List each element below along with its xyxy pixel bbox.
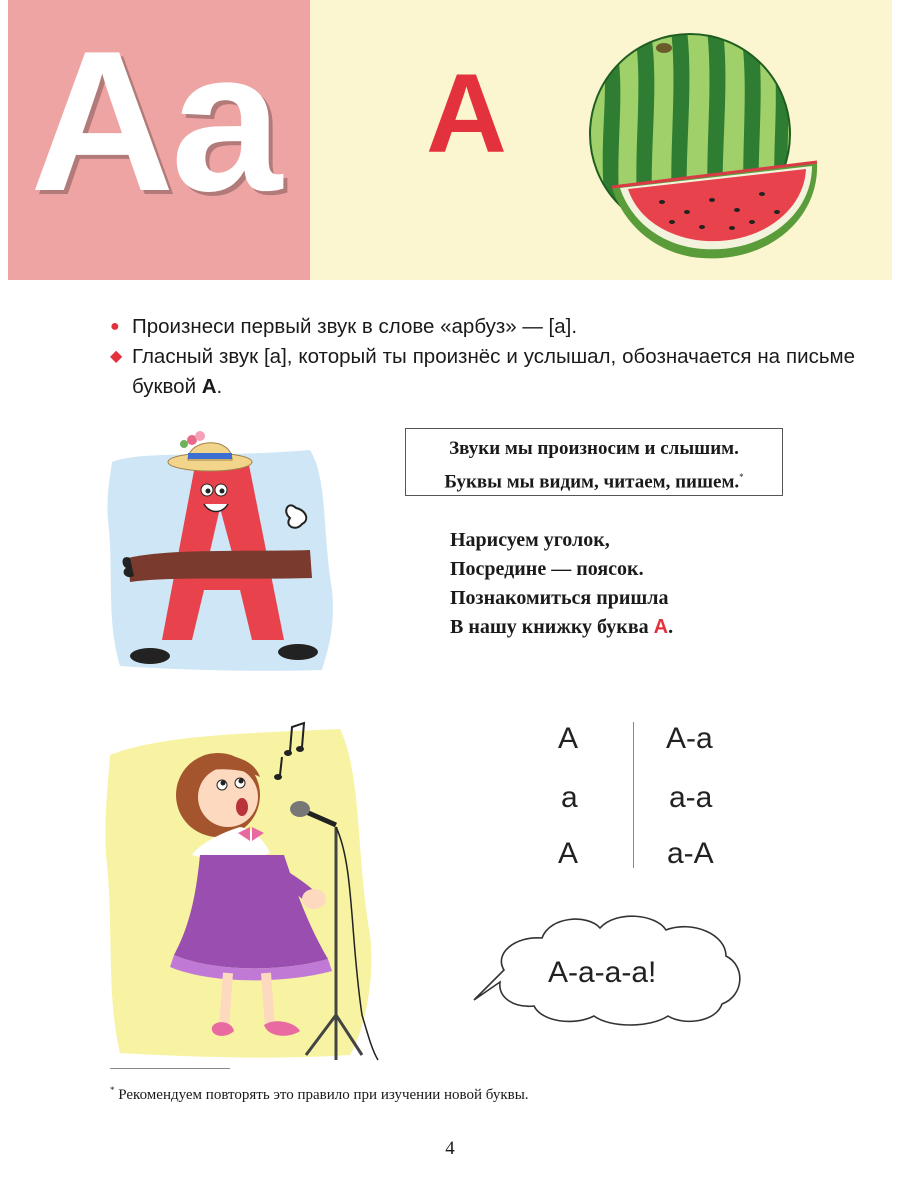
poem-line-3: Познакомиться пришла [450,587,669,609]
rule-end: . [216,375,223,398]
speech-bubble-text: А-а-а-а! [548,956,657,989]
poem-line-4-text: В нашу книжку буква [450,616,654,638]
header-letter: А [426,51,507,176]
footnote-mark: * [739,472,744,482]
poem-line-4 [450,613,673,642]
box-line-1: Звуки мы произносим и слышим. [449,438,739,459]
syllable-divider [633,722,634,868]
list-item [110,342,855,402]
rule-text: Произнеси первый звук в слове «арбуз» — [а]. [132,315,578,338]
syllable-right-3: а-А [667,837,714,870]
rule-list [110,312,855,402]
footnote [110,1080,529,1105]
syllable-right-1: А-а [666,722,713,755]
letter-a-character-illustration [100,420,340,675]
footnote-mark: * [110,1085,115,1095]
poem-red-letter: А [653,616,669,638]
rule-bold-letter: А [201,375,217,398]
syllable-right-2: а-а [669,781,713,814]
syllable-left-1: А [558,722,579,755]
page-number: 4 [445,1138,455,1159]
footnote-text: Рекомендуем повторять это правило при изучении новой буквы. [114,1087,529,1103]
box-line-2-text: Буквы мы видим, читаем, пишем. [444,471,740,493]
syllable-left-3: А [558,837,579,870]
box-line-2 [406,463,782,496]
singing-girl-illustration [100,715,390,1070]
big-letters-title: Аа [30,10,277,233]
poem-line-2: Посредине — поясок. [450,558,644,580]
rule-text: Гласный звук [а], который ты произнёс и услышал, обозначается на письме буквой [132,345,855,398]
watermelon-illustration [572,22,822,272]
bullet-circle-icon: ● [110,318,120,335]
poem [450,526,673,642]
poem-line-4-end: . [668,616,674,638]
poem-line-1: Нарисуем уголок, [450,529,610,551]
syllable-left-2: а [561,781,578,814]
sound-letter-rule-box [405,428,783,496]
bullet-diamond-icon: ◆ [110,348,123,365]
footnote-divider [110,1068,230,1069]
list-item [110,312,855,342]
